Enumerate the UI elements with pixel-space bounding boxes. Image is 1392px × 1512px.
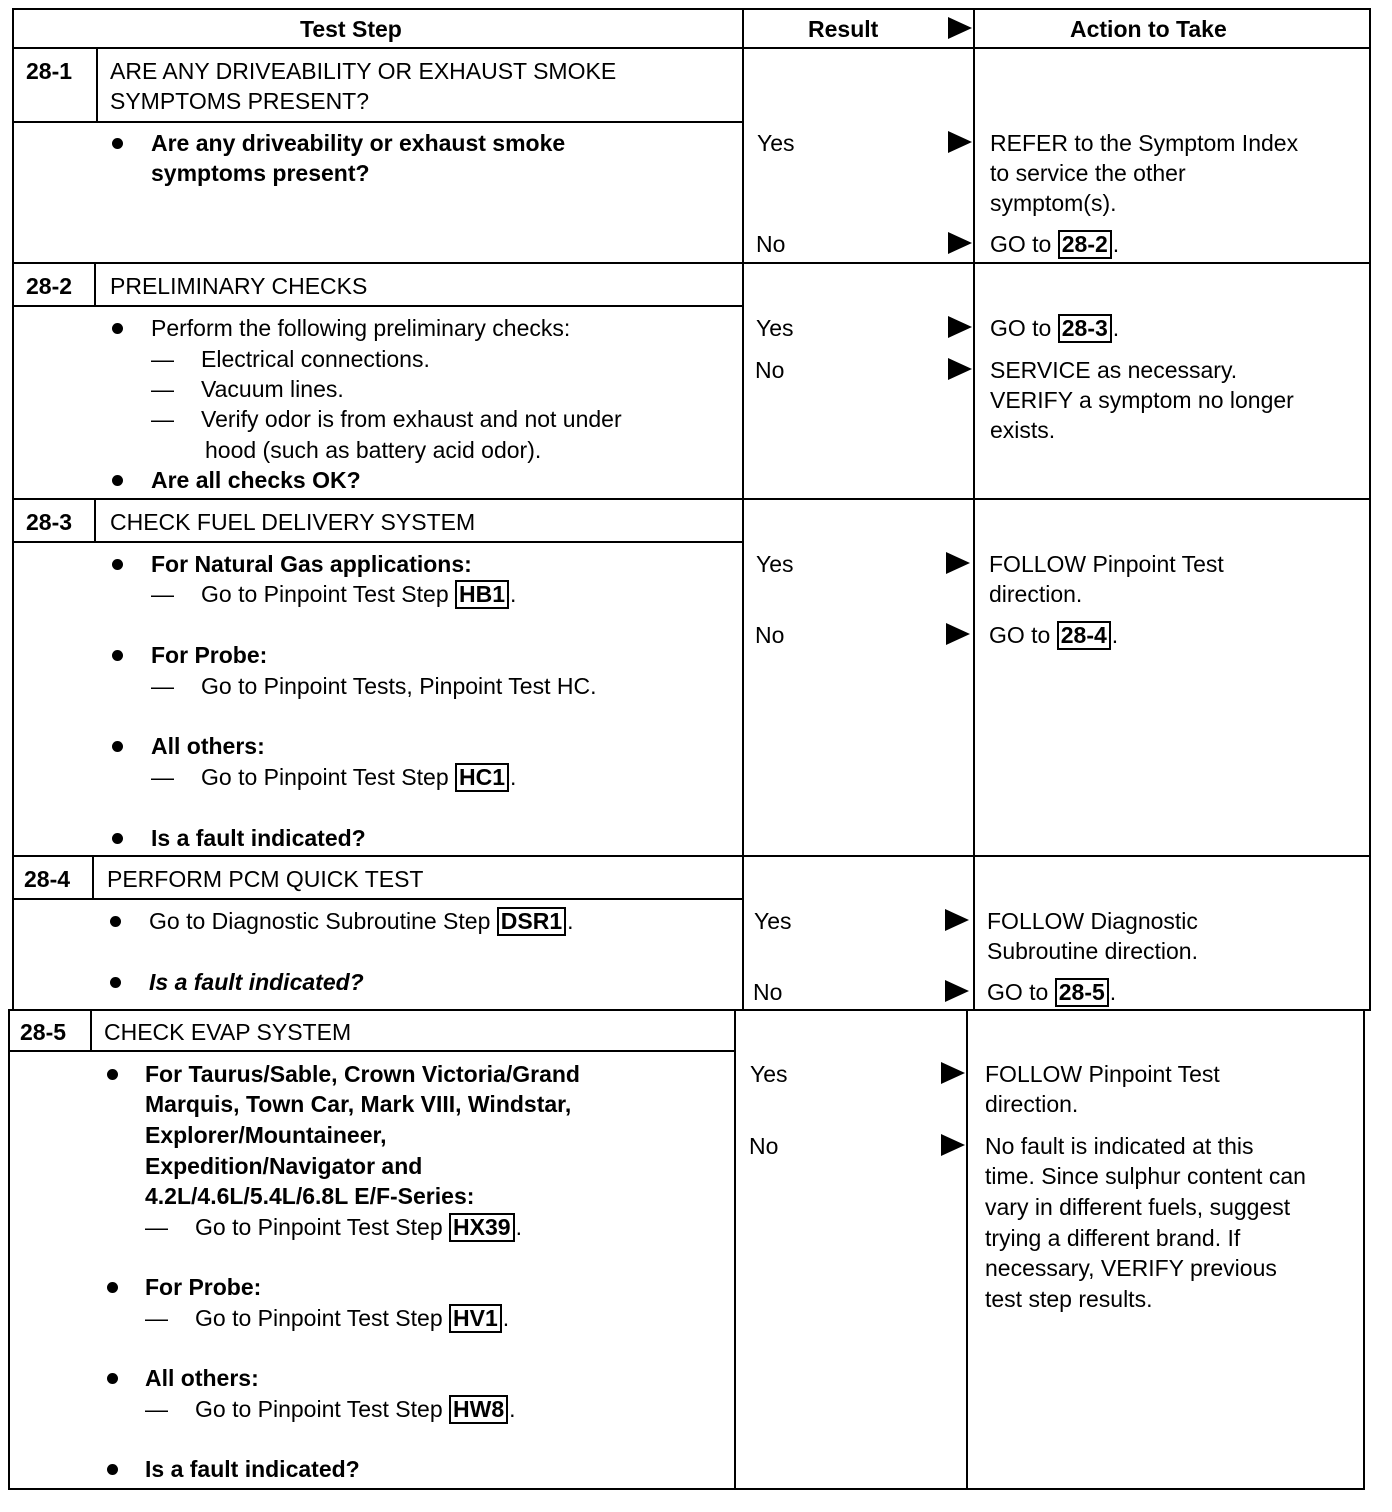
action-text: time. Since sulphur content can xyxy=(985,1163,1306,1189)
bullet-icon xyxy=(110,977,121,988)
step-ref-link[interactable]: 28-2 xyxy=(1058,230,1112,259)
arrow-icon xyxy=(945,909,969,931)
pinpoint-ref-link[interactable]: HB1 xyxy=(455,580,509,609)
result-no: No xyxy=(753,979,783,1005)
step-ref-link[interactable]: 28-4 xyxy=(1057,621,1111,650)
step-title: ARE ANY DRIVEABILITY OR EXHAUST SMOKE xyxy=(110,58,617,84)
bullet-icon xyxy=(107,1373,118,1384)
action-goto xyxy=(990,313,1119,343)
action-text: necessary, VERIFY previous xyxy=(985,1255,1277,1281)
result-yes: Yes xyxy=(757,130,795,156)
step-title: PRELIMINARY CHECKS xyxy=(110,273,368,299)
action-suffix: . xyxy=(1112,315,1120,341)
pinpoint-ref-link[interactable]: HX39 xyxy=(449,1213,515,1242)
action-text: test step results. xyxy=(985,1286,1153,1312)
bullet-icon xyxy=(110,916,121,927)
action-text: direction. xyxy=(989,581,1083,607)
check-item-cont: hood (such as battery acid odor). xyxy=(205,437,542,463)
subroutine-ref-link[interactable]: DSR1 xyxy=(497,907,566,936)
group-head: Expedition/Navigator and xyxy=(145,1153,423,1179)
action-prefix: GO to xyxy=(989,622,1051,648)
action-text: Subroutine direction. xyxy=(987,938,1198,964)
step-id: 28-3 xyxy=(26,509,73,535)
pinpoint-line: — Go to Pinpoint Test Step HX39 . xyxy=(145,1214,522,1240)
arrow-icon xyxy=(941,1134,965,1156)
action-suffix: . xyxy=(1109,979,1117,1005)
step-title: CHECK EVAP SYSTEM xyxy=(104,1019,352,1045)
result-no: No xyxy=(755,622,785,648)
bullet-icon xyxy=(107,1464,118,1475)
bullet-icon xyxy=(112,650,123,661)
pinpoint-line: — Go to Pinpoint Test Step HV1 . xyxy=(145,1305,510,1331)
arrow-icon xyxy=(948,131,972,153)
instruction-text: Perform the following preliminary checks: xyxy=(151,315,571,341)
pinpoint-ref-link[interactable]: HV1 xyxy=(449,1304,502,1333)
action-prefix: GO to xyxy=(990,315,1052,341)
question-text: Is a fault indicated? xyxy=(151,825,366,851)
result-yes: Yes xyxy=(756,551,794,577)
action-text: FOLLOW Diagnostic xyxy=(987,908,1198,934)
bullet-icon xyxy=(107,1282,118,1293)
step-title: CHECK FUEL DELIVERY SYSTEM xyxy=(110,509,476,535)
question-text: symptoms present? xyxy=(151,160,370,186)
action-text: VERIFY a symptom no longer xyxy=(990,387,1294,413)
question-text: Is a fault indicated? xyxy=(145,1456,360,1482)
arrow-icon xyxy=(946,623,970,645)
step-id: 28-2 xyxy=(26,273,73,299)
header-action: Action to Take xyxy=(1070,16,1227,42)
arrow-icon xyxy=(948,358,972,380)
pinpoint-line: — Go to Pinpoint Tests, Pinpoint Test HC. xyxy=(151,673,597,699)
action-text: to service the other xyxy=(990,160,1186,186)
group-head: For Probe: xyxy=(151,642,268,668)
group-head: All others: xyxy=(151,733,265,759)
question-text: Are all checks OK? xyxy=(151,467,361,493)
action-text: vary in different fuels, suggest xyxy=(985,1194,1291,1220)
action-suffix: . xyxy=(1112,231,1120,257)
action-text: SERVICE as necessary. xyxy=(990,357,1238,383)
action-text: exists. xyxy=(990,417,1056,443)
result-no: No xyxy=(756,231,786,257)
arrow-icon xyxy=(945,980,969,1002)
bullet-icon xyxy=(112,475,123,486)
result-yes: Yes xyxy=(754,908,792,934)
pinpoint-line: — Go to Pinpoint Test Step HC1 . xyxy=(151,764,517,790)
arrow-icon xyxy=(948,316,972,338)
result-yes: Yes xyxy=(756,315,794,341)
bullet-icon xyxy=(107,1069,118,1080)
pinpoint-ref-link[interactable]: HC1 xyxy=(455,763,509,792)
action-prefix: GO to xyxy=(990,231,1052,257)
action-goto xyxy=(989,620,1118,650)
action-text: No fault is indicated at this xyxy=(985,1133,1254,1159)
step-id: 28-1 xyxy=(26,58,73,84)
action-text: direction. xyxy=(985,1091,1079,1117)
group-head: For Taurus/Sable, Crown Victoria/Grand xyxy=(145,1061,580,1087)
header-test-step: Test Step xyxy=(300,16,402,42)
header-result: Result xyxy=(808,16,879,42)
pinpoint-ref-link[interactable]: HW8 xyxy=(449,1395,508,1424)
group-head: For Natural Gas applications: xyxy=(151,551,472,577)
action-text: FOLLOW Pinpoint Test xyxy=(989,551,1224,577)
arrow-icon xyxy=(948,232,972,254)
check-item: — Electrical connections. xyxy=(151,346,430,372)
pinpoint-line: — Go to Pinpoint Test Step HW8 . xyxy=(145,1396,516,1422)
action-text: REFER to the Symptom Index xyxy=(990,130,1299,156)
arrow-icon xyxy=(948,17,972,39)
action-text: symptom(s). xyxy=(990,190,1117,216)
group-head: For Probe: xyxy=(145,1274,262,1300)
bullet-icon xyxy=(112,559,123,570)
check-item: — Vacuum lines. xyxy=(151,376,344,402)
bullet-icon xyxy=(112,741,123,752)
result-no: No xyxy=(749,1133,779,1159)
instruction-text: Go to Diagnostic Subroutine Step DSR1 . xyxy=(149,908,574,934)
question-text: Are any driveability or exhaust smoke xyxy=(151,130,566,156)
action-suffix: . xyxy=(1111,622,1119,648)
group-head: Marquis, Town Car, Mark VIII, Windstar, xyxy=(145,1091,572,1117)
bullet-icon xyxy=(112,833,123,844)
step-title: PERFORM PCM QUICK TEST xyxy=(107,866,424,892)
arrow-icon xyxy=(941,1062,965,1084)
step-id: 28-4 xyxy=(24,866,71,892)
bullet-icon xyxy=(112,323,123,334)
result-yes: Yes xyxy=(750,1061,788,1087)
action-prefix: GO to xyxy=(987,979,1049,1005)
group-head: 4.2L/4.6L/5.4L/6.8L E/F-Series: xyxy=(145,1183,475,1209)
arrow-icon xyxy=(946,552,970,574)
bullet-icon xyxy=(112,138,123,149)
action-text: FOLLOW Pinpoint Test xyxy=(985,1061,1220,1087)
action-goto xyxy=(987,977,1116,1007)
step-ref-link[interactable]: 28-3 xyxy=(1058,314,1112,343)
action-text: trying a different brand. If xyxy=(985,1225,1241,1251)
question-text: Is a fault indicated? xyxy=(149,969,364,995)
group-head: All others: xyxy=(145,1365,259,1391)
result-no: No xyxy=(755,357,785,383)
action-goto xyxy=(990,229,1119,259)
group-head: Explorer/Mountaineer, xyxy=(145,1122,387,1148)
pinpoint-line: — Go to Pinpoint Test Step HB1 . xyxy=(151,581,517,607)
step-id: 28-5 xyxy=(20,1019,67,1045)
step-ref-link[interactable]: 28-5 xyxy=(1055,978,1109,1007)
check-item: — Verify odor is from exhaust and not under xyxy=(151,406,622,432)
step-title: SYMPTOMS PRESENT? xyxy=(110,88,370,114)
